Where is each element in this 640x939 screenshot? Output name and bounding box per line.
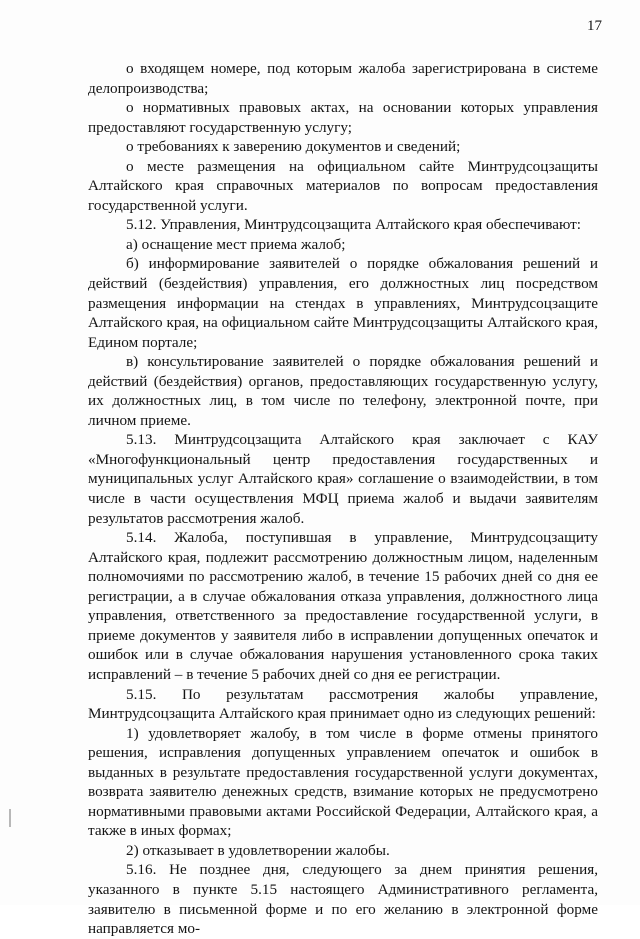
paragraph-5-14: 5.14. Жалоба, поступившая в управление, Минтрудсоцзащиту Алтайского края, подлежит рассмотрению должностным лицом, наделенным полномочиями по рассмотрению жалоб, в течение 15 рабочих дней со дня ее регистрации, а в случае обжалования отказа управления, должностного лица управления, ответственного за предоставление государственной услуги, в приеме документов у заявителя либо в исправлении допущенных опечаток и ошибок или в случае обжалования нарушения установленного срока таких исправлений – в течение 5 рабочих дней со дня ее регистрации. [88,529,598,683]
paragraph-5-15: 5.15. По результатам рассмотрения жалобы управление, Минтрудсоцзащита Алтайского края принимает одно из следующих решений: [88,685,598,723]
paragraph-reference-materials: о месте размещения на официальном сайте Минтрудсоцзащиты Алтайского края справочных материалов по вопросам предоставления государственной услуги. [88,157,598,214]
paragraph-5-12-a: а) оснащение мест приема жалоб; [126,235,346,253]
paragraph-5-13: 5.13. Минтрудсоцзащита Алтайского края заключает с КАУ «Многофункциональный центр предоставления государственных и муниципальных услуг Алтайского края» соглашение о взаимодействии, в том числе в части осуществления МФЦ приема жалоб и выдачи заявителям результатов рассмотрения жалоб. [88,431,598,527]
paragraph-5-15-2: 2) отказывает в удовлетворении жалобы. [126,841,390,859]
paragraph-certification-requirements: о требованиях к заверению документов и сведений; [126,138,461,156]
paragraph-5-12: 5.12. Управления, Минтрудсоцзащита Алтайского края обеспечивают: [126,216,581,234]
paragraph-5-16: 5.16. Не позднее дня, следующего за днем принятия решения, указанного в пункте 5.15 настоящего Административного регламента, заявителю в письменной форме и по его желанию в электронной форме направляется мо- [88,861,598,938]
paragraph-normative-acts: о нормативных правовых актах, на основании которых управления предоставляют государственную услугу; [88,99,598,136]
document-body [88,59,598,939]
page-number: 17 [587,18,602,34]
paragraph-5-12-v: в) консультирование заявителей о порядке обжалования решений и действий (бездействия) органов, предоставляющих государственную услугу, их должностных лиц, в том числе по телефону, электронной почте, при личном приеме. [88,353,598,429]
scan-margin-mark [9,809,11,827]
paragraph-5-15-1: 1) удовлетворяет жалобу, в том числе в форме отмены принятого решения, исправления допущенных управлением опечаток и ошибок в выданных в результате предоставления государственной услуги документах, возврата заявителю денежных средств, взимание которых не предусмотрено нормативными правовыми актами Российской Федерации, Алтайского края, а также в иных формах; [88,724,598,840]
paragraph-5-12-b: б) информирование заявителей о порядке обжалования решений и действий (бездействия) управления, его должностных лиц посредством размещения информации на стендах в управлениях, Минтрудсоцзащите Алтайского края, на официальном сайте Минтрудсоцзащиты Алтайского края, Едином портале; [88,255,598,351]
paragraph-incoming-number: о входящем номере, под которым жалоба зарегистрирована в системе делопроизводства; [88,60,598,97]
